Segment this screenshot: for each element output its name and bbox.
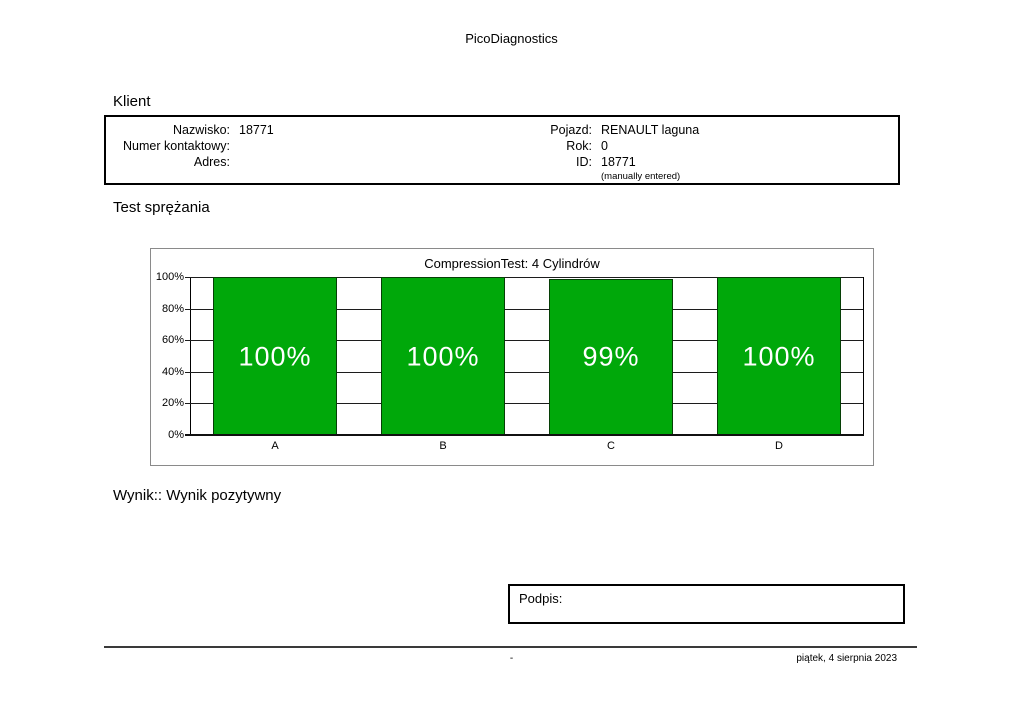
vehicle-label: Pojazd: [550,123,592,137]
result-label: Wynik:: [113,487,163,504]
cylinder-bar-C [549,279,673,435]
cylinder-bar-D [717,277,841,435]
client-name-value: 18771 [239,123,274,137]
x-tick-label-B: B [439,440,447,452]
cylinder-bar-A [213,277,337,435]
bar-value-label: 100% [238,341,312,371]
y-tick-label: 40% [161,365,184,378]
footer-divider [104,646,917,648]
page-title: PicoDiagnostics [465,31,558,46]
y-axis-labels [152,271,184,441]
chart-plot-area [190,277,864,435]
y-tick-label: 80% [161,302,184,315]
manually-entered-note: (manually entered) [601,171,681,182]
client-info-right-column [498,122,699,183]
id-row [498,154,699,170]
bar-value-label: 100% [406,341,480,371]
client-address-label: Adres: [193,155,230,169]
y-tick-label: 60% [161,334,184,347]
footer-date: piątek, 4 sierpnia 2023 [796,653,897,664]
year-row [498,138,699,154]
x-axis-line [185,434,864,436]
bar-slot-B [359,277,527,435]
y-tick-label: 100% [155,271,184,283]
x-axis-labels [191,440,863,454]
client-name-row [108,122,274,138]
id-label: ID: [576,155,592,169]
bar-value-label: 100% [742,341,816,371]
x-tick-label-D: D [775,440,783,452]
vehicle-value: RENAULT laguna [601,123,700,137]
client-info-box [104,115,900,185]
client-section-title: Klient [113,93,151,110]
id-value: 18771 [601,155,636,169]
result-line [113,487,281,504]
y-tick-label: 20% [161,397,184,410]
result-value: Wynik pozytywny [166,487,282,504]
x-tick-label-C: C [607,440,615,452]
signature-label: Podpis: [519,591,563,606]
client-info-left-column [108,122,274,170]
signature-box [508,584,905,624]
compression-chart [150,248,874,466]
x-tick-label-A: A [271,440,279,452]
y-tick-label: 0% [168,429,184,441]
test-section-title: Test sprężania [113,199,210,216]
client-contact-label: Numer kontaktowy: [123,139,230,153]
cylinder-bar-B [381,277,505,435]
client-address-row [108,154,274,170]
bar-slot-A [191,277,359,435]
bar-slot-D [695,277,863,435]
client-name-label: Nazwisko: [173,123,230,137]
year-label: Rok: [566,139,592,153]
bar-slot-C [527,277,695,435]
bar-value-label: 99% [582,341,640,372]
footer-page-marker: - [509,653,514,664]
year-value: 0 [601,139,608,153]
vehicle-row [498,122,699,138]
client-contact-row [108,138,274,154]
chart-title: CompressionTest: 4 Cylindrów [424,256,600,271]
